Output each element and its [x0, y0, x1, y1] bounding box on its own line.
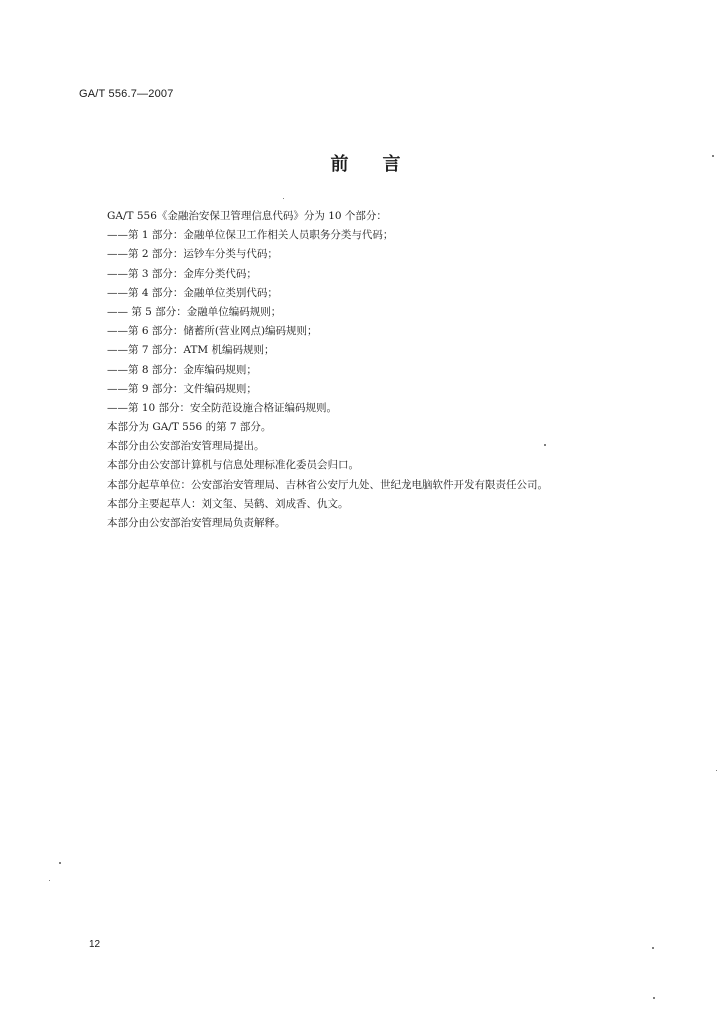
foreword-body [107, 207, 667, 533]
scan-speck [59, 862, 61, 864]
page-number: 12 [89, 939, 101, 950]
list-item-part-4: ——第 4 部分：金融单位类别代码； [107, 286, 278, 299]
list-item-part-2: ——第 2 部分：运钞车分类与代码； [107, 248, 278, 261]
paragraph-part-statement: 本部分为 GA/T 556 的第 7 部分。 [107, 421, 272, 434]
scan-speck [653, 997, 655, 999]
paragraph-drafting-units: 本部分起草单位：公安部治安管理局、吉林省公安厅九处、世纪龙电脑软件开发有限责任公司。 [107, 478, 548, 491]
scan-speck [712, 155, 714, 157]
standard-code: GA/T 556.7—2007 [79, 88, 174, 100]
list-item-part-7: ——第 7 部分：ATM 机编码规则； [107, 344, 275, 357]
page-title: 前言 [330, 154, 435, 175]
list-item-part-3: ——第 3 部分：金库分类代码； [107, 267, 257, 280]
list-item-part-8: ——第 8 部分：金库编码规则； [107, 363, 257, 376]
list-item-part-5: —— 第 5 部分：金融单位编码规则； [107, 305, 282, 318]
list-item-part-9: ——第 9 部分：文件编码规则； [107, 382, 257, 395]
scan-speck [544, 444, 546, 446]
list-item-part-6: ——第 6 部分：储蓄所(营业网点)编码规则； [107, 325, 318, 338]
scan-speck [49, 880, 50, 881]
scan-speck [716, 770, 717, 771]
list-item-part-1: ——第 1 部分：金融单位保卫工作相关人员职务分类与代码； [107, 229, 394, 242]
paragraph-intro: GA/T 556《金融治安保卫管理信息代码》分为 10 个部分： [107, 210, 387, 222]
scan-speck [652, 947, 654, 949]
paragraph-interpretation: 本部分由公安部治安管理局负责解释。 [107, 517, 286, 529]
paragraph-administrator: 本部分由公安部计算机与信息处理标准化委员会归口。 [107, 459, 359, 472]
paragraph-drafters: 本部分主要起草人：刘文玺、吴鹤、刘成香、仇文。 [107, 497, 349, 510]
scan-speck [283, 198, 284, 199]
paragraph-proposer: 本部分由公安部治安管理局提出。 [107, 440, 265, 453]
list-item-part-10: ——第 10 部分：安全防范设施合格证编码规则。 [107, 401, 338, 414]
